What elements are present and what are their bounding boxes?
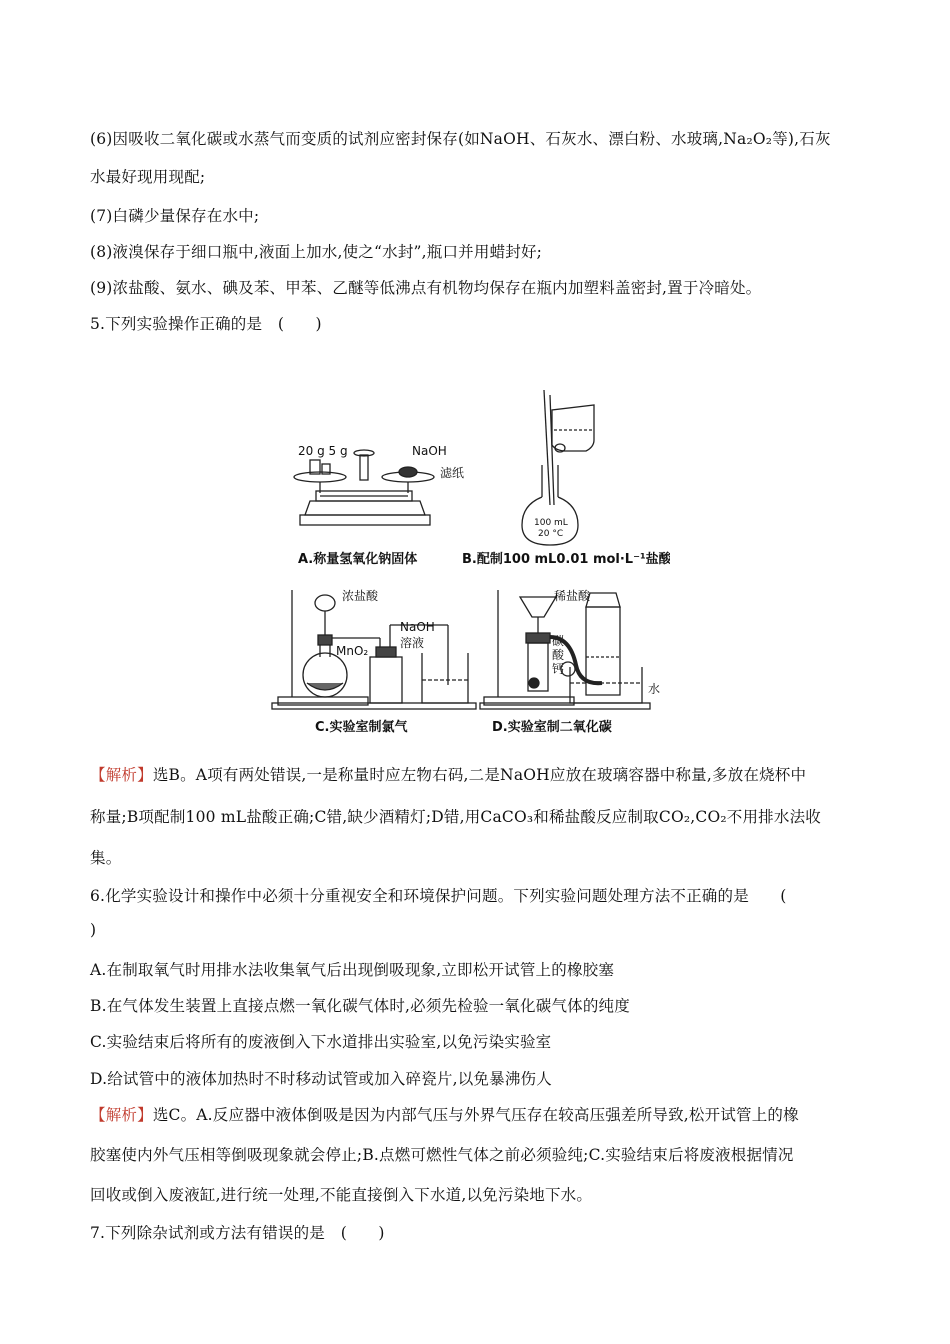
- note-6-line1: (6)因吸收二氧化碳或水蒸气而变质的试剂应密封保存(如NaOH、石灰水、漂白粉、水玻璃,Na₂O₂等),石灰: [90, 130, 831, 148]
- q6-option-b: B.在气体发生装置上直接点燃一氧化碳气体时,必须先检验一氧化碳气体的纯度: [90, 997, 630, 1015]
- balance-diagram: [294, 444, 464, 567]
- conc-hcl-label: 浓盐酸: [342, 589, 379, 603]
- q5-stem: 5.下列实验操作正确的是 ( ): [90, 315, 322, 333]
- mno2-label: MnO₂: [336, 644, 369, 658]
- note-6-line2: 水最好现用现配;: [90, 168, 206, 186]
- naoh-label: NaOH: [412, 444, 447, 458]
- chlorine-apparatus-diagram: [272, 588, 476, 735]
- q5-analysis-line2: 称量;B项配制100 mL盐酸正确;C错,缺少酒精灯;D错,用CaCO₃和稀盐酸反应制取CO₂,CO₂不用排水法收: [90, 808, 821, 826]
- q6-stem-line2: ): [90, 921, 97, 939]
- q6-analysis-line3: 回收或倒入废液缸,进行统一处理,不能直接倒入下水道,以免污染地下水。: [90, 1186, 593, 1204]
- q6-option-c: C.实验结束后将所有的废液倒入下水道排出实验室,以免污染实验室: [90, 1033, 552, 1051]
- note-8: (8)液溴保存于细口瓶中,液面上加水,使之“水封”,瓶口并用蜡封好;: [90, 243, 543, 261]
- note-7: (7)白磷少量保存在水中;: [90, 207, 260, 225]
- naoh-solution-label-1: NaOH: [400, 620, 435, 634]
- q6-analysis-line1: [90, 1103, 799, 1125]
- q6-option-d: D.给试管中的液体加热时不时移动试管或加入碎瓷片,以免暴沸伤人: [90, 1070, 552, 1088]
- analysis-text: 选C。A.反应器中液体倒吸是因为内部气压与外界气压存在较高压强差所导致,松开试管上的橡: [152, 1106, 799, 1124]
- caco3-label-3: 钙: [552, 662, 565, 676]
- q7-stem: 7.下列除杂试剂或方法有错误的是 ( ): [90, 1224, 385, 1242]
- analysis-tag: 【解析】: [90, 766, 153, 784]
- q5-analysis-line3: 集。: [90, 849, 122, 867]
- q5-apparatus-figure: [270, 385, 670, 749]
- caco3-label-2: 酸: [552, 648, 565, 662]
- dilute-hcl-label: 稀盐酸: [554, 589, 591, 603]
- analysis-text: 选B。A项有两处错误,一是称量时应左物右码,二是NaOH应放在玻璃容器中称量,多放在烧杯中: [152, 766, 807, 784]
- caption-b: B.配制100 mL0.01 mol·L⁻¹盐酸: [462, 552, 670, 567]
- caption-d: D.实验室制二氧化碳: [492, 720, 612, 735]
- caption-a: A.称量氢氧化钠固体: [298, 552, 418, 567]
- q6-stem-line1: 6.化学实验设计和操作中必须十分重视安全和环境保护问题。下列实验问题处理方法不正确的是 (: [90, 887, 787, 905]
- co2-apparatus-diagram: [480, 588, 660, 735]
- analysis-tag: 【解析】: [90, 1106, 153, 1124]
- filter-paper-label: 滤纸: [440, 466, 465, 480]
- water-label: 水: [648, 682, 661, 696]
- q6-option-a: A.在制取氧气时用排水法收集氧气后出现倒吸现象,立即松开试管上的橡胶塞: [90, 961, 615, 979]
- volumetric-flask-diagram: [462, 390, 670, 567]
- flask-volume-label: 100 mL: [534, 518, 568, 528]
- q6-analysis-line2: 胶塞使内外气压相等倒吸现象就会停止;B.点燃可燃性气体之前必须验纯;C.实验结束后将废液根据情况: [90, 1146, 794, 1164]
- weights-label: 20 g 5 g: [298, 444, 348, 458]
- q5-analysis-line1: [90, 763, 806, 785]
- note-9: (9)浓盐酸、氨水、碘及苯、甲苯、乙醚等低沸点有机物均保存在瓶内加塑料盖密封,置于冷暗处。: [90, 279, 762, 297]
- caco3-label-1: 碳: [552, 634, 565, 648]
- caption-c: C.实验室制氯气: [315, 720, 408, 735]
- naoh-solution-label-2: 溶液: [400, 636, 425, 650]
- flask-temp-label: 20 °C: [538, 529, 564, 539]
